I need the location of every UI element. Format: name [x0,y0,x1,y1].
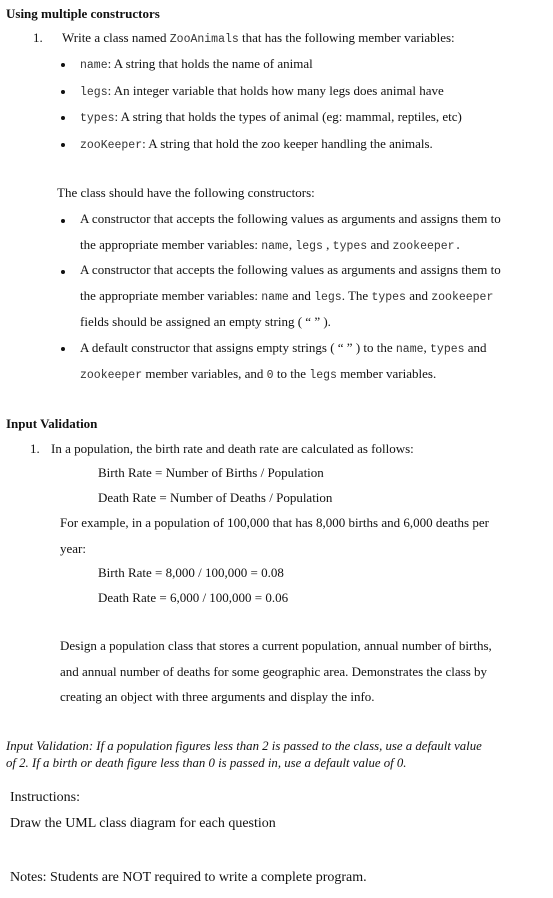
section1-heading: Using multiple constructors [6,6,160,21]
ctor1-text: the appropriate member variables: [80,237,262,252]
design-line3: creating an object with three arguments and display the info. [60,689,375,704]
code-types: types [332,240,368,253]
member-desc: An integer variable that holds how many legs does animal have [113,83,444,98]
code-zookeeper: zookeeper [431,291,494,304]
ctor1-sep: , [322,237,333,252]
bullet-icon [61,270,65,274]
ctor2-and: and [405,288,432,303]
instructions-text: Draw the UML class diagram for each question [10,816,276,831]
member-sep: : [107,83,114,98]
member-sep: : [142,136,149,151]
design-line2: and annual number of deaths for some geographic area. Demonstrates the class by [60,664,488,679]
member-code: name [80,59,108,72]
code-legs: legs [314,291,342,304]
validation-line2: of 2. If a birth or death figure less than 0 is passed in, use a default value of 0. [6,756,407,770]
ctor2-line2 [80,288,493,304]
ctor1-and: and [367,237,393,252]
code-types: types [371,291,406,304]
code-name: name [261,240,289,253]
member-code: legs [80,86,108,99]
ctor1-line1: A constructor that accepts the following values as arguments and assigns them to [80,211,501,226]
ctor3-line2 [80,366,436,382]
section2-item-number: 1. [30,441,40,456]
class-name-code: ZooAnimals [169,33,239,46]
ctor3-line1 [80,340,487,356]
member-sep: : [107,56,114,71]
code-zookeeper: zookeeper. [392,240,462,253]
constructors-intro: The class should have the following constructors: [57,185,315,200]
member-desc: A string that hold the zoo keeper handling the animals. [148,136,433,151]
bullet-icon [61,143,65,147]
ctor3-sep: , [423,340,431,355]
ctor3-text: member variables, and [142,366,267,381]
formula-death-rate: Death Rate = Number of Deaths / Population [98,490,333,505]
ctor2-line1: A constructor that accepts the following values as arguments and assigns them to [80,262,501,277]
bullet-icon [61,90,65,94]
formula-birth-rate: Birth Rate = Number of Births / Population [98,465,324,480]
code-types: types [430,343,465,356]
intro-text-a: Write a class named [62,30,170,45]
member-sep: : [114,109,121,124]
notes-text: Notes: Students are NOT required to write a complete program. [10,870,367,885]
ctor3-and: and [464,340,487,355]
section2-heading: Input Validation [6,416,98,431]
intro-text-b: that has the following member variables: [238,30,455,45]
example-line2: year: [60,541,86,556]
section1-intro [62,30,455,46]
code-legs: legs [295,240,323,253]
member-legs [80,83,444,99]
ctor2-and: and [288,288,315,303]
ctor1-sep: , [288,237,296,252]
bullet-icon [61,347,65,351]
ctor3-text: to the [273,366,310,381]
ctor1-line2 [80,237,461,253]
code-zero: 0 [266,369,274,382]
member-types [80,109,462,125]
code-zookeeper: zookeeper [80,369,143,382]
member-code: types [80,112,115,125]
member-desc: A string that holds the name of animal [113,56,313,71]
bullet-icon [61,63,65,67]
calc-death-rate: Death Rate = 6,000 / 100,000 = 0.06 [98,590,289,605]
member-code: zooKeeper [80,139,143,152]
ctor2-mid: . The [341,288,372,303]
ctor2-line3: fields should be assigned an empty string ( “ ” ). [80,314,331,329]
section2-intro: In a population, the birth rate and death rate are calculated as follows: [51,441,414,456]
example-line1: For example, in a population of 100,000 that has 8,000 births and 6,000 deaths per [60,515,489,530]
instructions-label: Instructions: [10,790,80,805]
code-name: name [261,291,289,304]
design-line1: Design a population class that stores a current population, annual number of births, [60,638,492,653]
bullet-icon [61,219,65,223]
code-legs: legs [309,369,337,382]
ctor2-text: the appropriate member variables: [80,288,262,303]
section1-item-number: 1. [33,30,43,45]
calc-birth-rate: Birth Rate = 8,000 / 100,000 = 0.08 [98,565,284,580]
ctor3-text: A default constructor that assigns empty strings ( “ ” ) to the [80,340,396,355]
validation-line1: Input Validation: If a population figures less than 2 is passed to the class, use a default value [6,739,482,753]
ctor3-text: member variables. [336,366,437,381]
code-name: name [395,343,424,356]
member-zookeeper [80,136,433,152]
member-desc: A string that holds the types of animal (eg: mammal, reptiles, etc) [120,109,462,124]
bullet-icon [61,116,65,120]
member-name [80,56,313,72]
